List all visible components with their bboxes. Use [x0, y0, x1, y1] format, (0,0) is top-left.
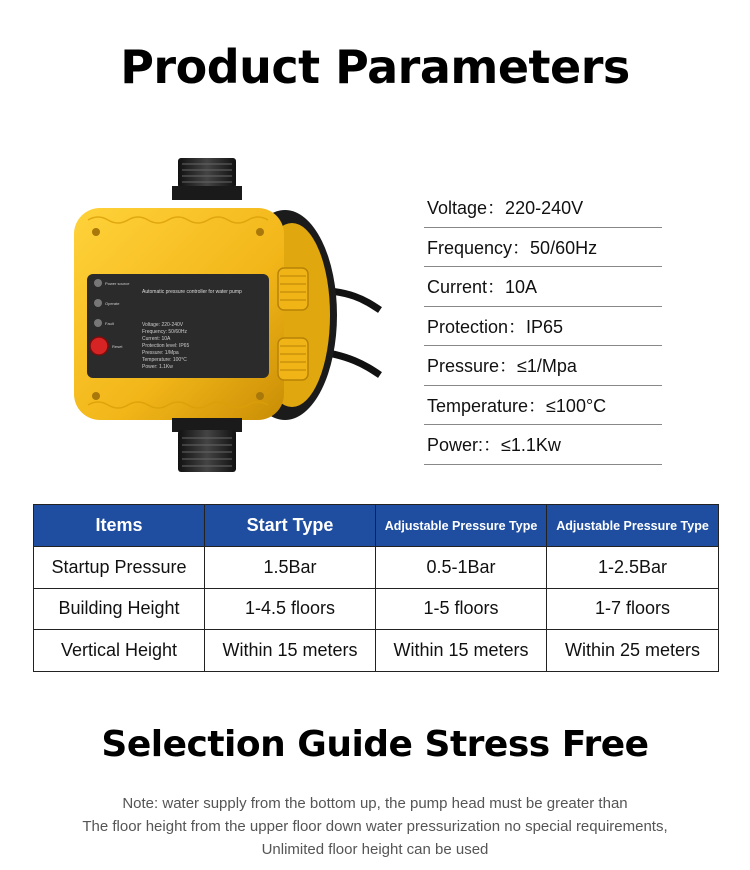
spec-voltage: Voltage：220-240V	[424, 188, 662, 228]
spec-frequency: Frequency：50/60Hz	[424, 228, 662, 268]
note-line: Unlimited floor height can be used	[261, 841, 489, 858]
header-start-type: Start Type	[205, 505, 376, 547]
table-row	[34, 547, 719, 589]
table-cell: Within 15 meters	[376, 630, 547, 672]
reset-label: Reset	[112, 344, 123, 349]
pressure-controller-image	[60, 150, 390, 490]
indicator-operate: Operate	[105, 301, 120, 306]
device-spec-line: Voltage: 220-240V	[142, 322, 184, 328]
header-items: Items	[34, 505, 205, 547]
device-spec-line: Protection level: IP65	[142, 343, 190, 349]
table-cell: 0.5-1Bar	[376, 547, 547, 589]
table-cell: 1.5Bar	[205, 547, 376, 589]
spec-power: Power:：≤1.1Kw	[424, 425, 662, 465]
table-cell: Building Height	[34, 588, 205, 630]
table-header-row	[34, 505, 719, 547]
table-row	[34, 630, 719, 672]
device-spec-line: Pressure: 1/Mpa	[142, 350, 179, 356]
table-cell: 1-7 floors	[547, 588, 719, 630]
table-row	[34, 588, 719, 630]
spec-pressure: Pressure：≤1/Mpa	[424, 346, 662, 386]
device-header-text: Automatic pressure controller for water pump	[142, 289, 242, 295]
selection-table	[33, 504, 719, 672]
table-cell: 1-4.5 floors	[205, 588, 376, 630]
note-line: The floor height from the upper floor down water pressurization no special requirements,	[82, 818, 668, 835]
spec-current: Current：10A	[424, 267, 662, 307]
indicator-power: Power source	[105, 281, 130, 286]
section-title: Selection Guide Stress Free	[101, 724, 649, 765]
spec-temperature: Temperature：≤100°C	[424, 386, 662, 426]
header-adjustable-1: Adjustable Pressure Type	[376, 505, 547, 547]
device-spec-line: Frequency: 50/60Hz	[142, 329, 188, 335]
table-cell: Startup Pressure	[34, 547, 205, 589]
spec-list	[424, 188, 662, 465]
table-cell: Within 15 meters	[205, 630, 376, 672]
table-cell: Vertical Height	[34, 630, 205, 672]
note-text	[0, 792, 750, 861]
device-spec-line: Current: 10A	[142, 336, 171, 342]
indicator-fault: Fault	[105, 321, 114, 326]
device-spec-line: Power: 1.1Kw	[142, 364, 173, 370]
table-cell: 1-2.5Bar	[547, 547, 719, 589]
table-cell: 1-5 floors	[376, 588, 547, 630]
header-adjustable-2: Adjustable Pressure Type	[547, 505, 719, 547]
page-title: Product Parameters	[120, 40, 630, 94]
note-line: Note: water supply from the bottom up, the pump head must be greater than	[122, 795, 628, 812]
table-cell: Within 25 meters	[547, 630, 719, 672]
device-spec-line: Temperature: 100°C	[142, 357, 187, 363]
spec-protection: Protection：IP65	[424, 307, 662, 347]
